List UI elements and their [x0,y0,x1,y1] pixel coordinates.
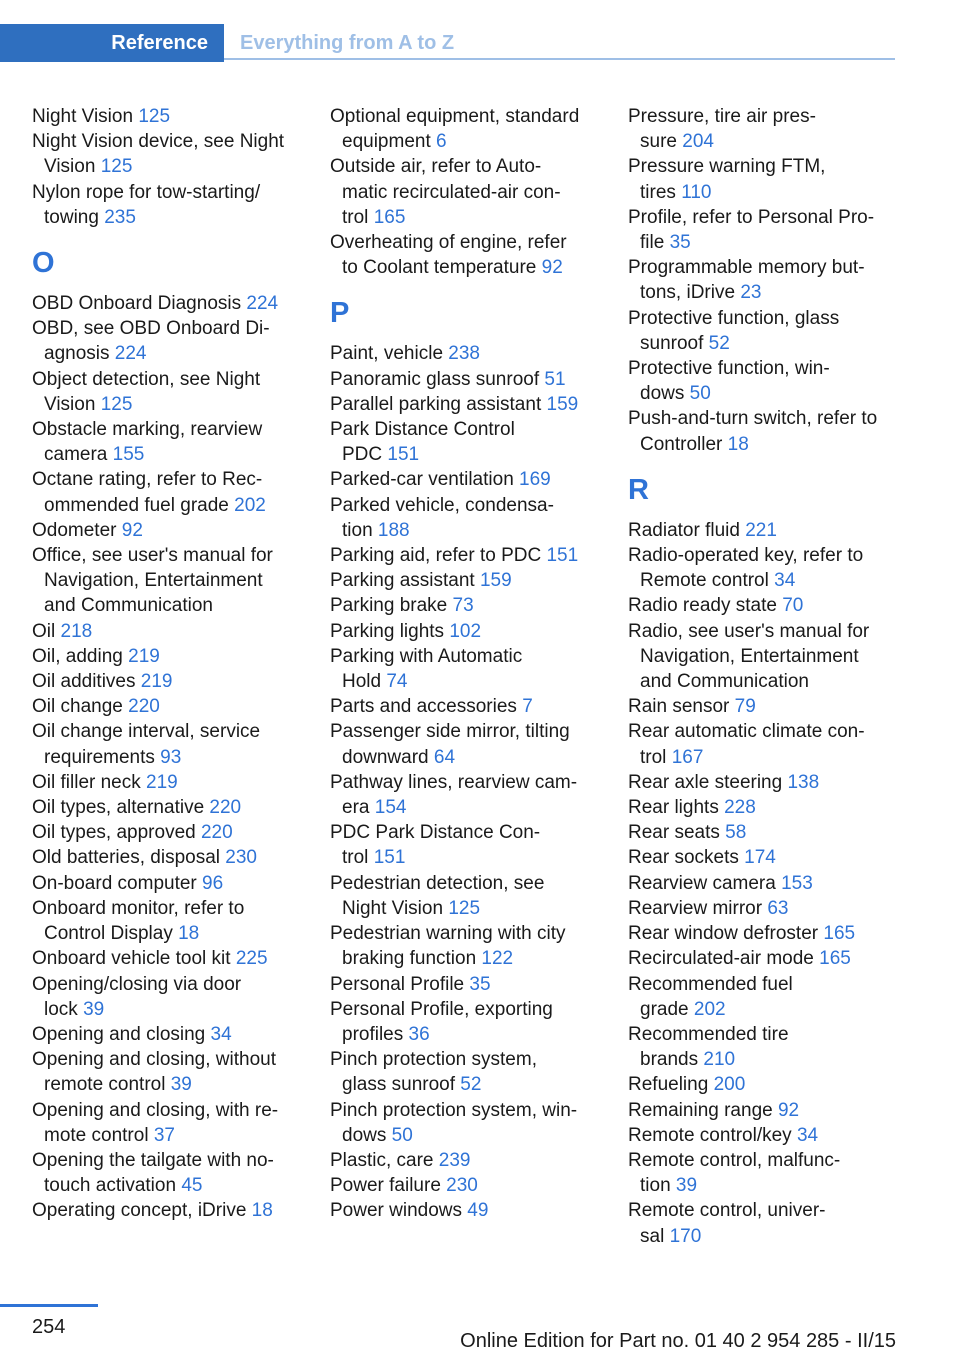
entry-term: Recirculated-air mode [628,948,820,970]
entry-term: Parallel parking assistant [330,393,547,415]
page-link[interactable]: 34 [796,1124,819,1146]
entry-term: Night Vision device, see Night Vision [32,131,285,178]
entry-term: Parked-car ventilation [330,469,520,491]
page-link[interactable]: 151 [546,545,579,567]
page-link[interactable]: 202 [693,998,726,1020]
page-header [0,0,960,64]
entry-term: Opening and closing, without remote control [32,1049,276,1096]
page-link[interactable]: 188 [377,519,410,541]
index-entry [32,946,302,971]
entry-term: Night Vision [32,106,139,127]
page-link[interactable]: 92 [121,519,143,541]
index-entry [32,1148,302,1198]
index-entry [330,493,600,543]
page-link[interactable]: 110 [681,181,712,203]
entry-term: Rear seats [628,822,726,844]
index-entry [32,770,302,795]
entry-term: Operating concept, iDrive [32,1200,252,1222]
page-link[interactable]: 50 [689,383,711,405]
page-link[interactable]: 159 [479,570,512,592]
entry-term: Oil change interval, service requirements [32,721,261,768]
page-number: 254 [32,1316,66,1338]
entry-term: Odometer [32,519,122,541]
page-link[interactable]: 235 [104,206,136,228]
index-entry [32,1047,302,1097]
entry-term: Outside air, refer to Auto- matic recirculated-air con- trol [330,156,561,228]
entry-term: Opening/closing via door lock [32,973,242,1020]
index-entry [330,104,600,154]
entry-term: Opening the tailgate with no- touch activation [32,1149,274,1197]
footer-rule [0,1304,98,1307]
entry-term: Oil [32,620,61,642]
page-link[interactable]: 58 [725,822,747,844]
page-link[interactable]: 96 [202,872,224,894]
page-link[interactable]: 39 [83,998,105,1020]
entry-term: Rearview camera [628,872,782,894]
entry-term: OBD Onboard Diagnosis [32,293,247,315]
entry-term: Plastic, care [330,1149,439,1171]
index-entry [32,104,302,129]
index-entry [330,719,600,769]
index-entry [32,367,302,417]
section-tab[interactable]: Reference [0,24,224,62]
page-link[interactable]: 151 [387,444,420,466]
entry-term: Rear sockets [628,847,745,869]
page-link[interactable]: 230 [446,1175,478,1197]
entry-term: Octane rating, refer to Rec- ommended fuel grade [32,469,263,516]
page-link[interactable]: 219 [140,671,173,693]
index-entry [330,972,600,997]
entry-term: Opening and closing, with re- mote control [32,1099,279,1146]
page-link[interactable]: 18 [178,923,200,945]
page-link[interactable]: 125 [138,106,171,127]
page-link[interactable]: 52 [708,332,730,354]
page-link[interactable]: 170 [669,1225,702,1247]
index-entry [628,205,903,255]
page-link[interactable]: 7 [522,696,533,718]
entry-term: Programmable memory but- tons, iDrive [628,257,865,304]
entry-term: Object detection, see Night Vision [32,368,261,415]
index-entry [628,543,903,593]
page-link[interactable]: 73 [452,595,474,617]
entry-term: Parking with Automatic Hold [330,645,523,693]
index-entry [32,669,302,694]
page-link[interactable]: 64 [433,746,456,768]
index-entry [628,406,903,456]
page-link[interactable]: 167 [671,746,704,768]
page-link[interactable]: 200 [713,1074,746,1096]
index-entry [628,1072,903,1097]
page-link[interactable]: 79 [734,696,756,718]
entry-term: Oil filler neck [32,771,147,793]
index-entry [32,820,302,845]
page-link[interactable]: 224 [114,343,147,365]
entry-term: On-board computer [32,872,203,894]
index-entry [628,593,903,618]
page-link[interactable]: 18 [251,1200,273,1222]
index-entry [330,644,600,694]
entry-term: Remaining range [628,1099,778,1121]
index-entry [628,356,903,406]
index-entry [628,1022,903,1072]
page-link[interactable]: 228 [724,797,756,819]
page-link[interactable]: 39 [675,1175,698,1197]
entry-term: Rear lights [628,797,725,819]
section-letter: P [330,297,350,330]
page-link[interactable]: 151 [373,847,406,869]
entry-term: PDC Park Distance Con- trol [330,822,541,869]
page-link[interactable]: 159 [546,393,579,415]
index-entry [32,129,302,179]
entry-term: Remote control, univer- sal [628,1200,826,1247]
index-entry [330,392,600,417]
entry-term: Park Distance Control PDC [330,419,515,466]
index-entry [628,619,903,695]
entry-term: Recommended fuel grade [628,973,793,1020]
index-entry [330,1198,600,1223]
index-entry [330,619,600,644]
index-entry [628,694,903,719]
index-entry [628,946,903,971]
page-link[interactable]: 92 [541,257,563,279]
entry-term: Pressure warning FTM, tires [628,156,826,203]
entry-term: Nylon rope for tow-starting/ towing [32,181,261,228]
edition-note: Online Edition for Part no. 01 40 2 954 285 - II/15 [460,1330,896,1352]
index-entry [628,871,903,896]
page-link[interactable]: 165 [373,206,406,228]
page-link[interactable]: 35 [669,232,691,254]
entry-term: Parked vehicle, condensa- tion [330,494,554,541]
index-entry [32,795,302,820]
entry-term: Recommended tire brands [628,1023,789,1071]
index-entry [628,518,903,543]
entry-term: Onboard monitor, refer to Control Display [32,897,245,945]
page-link[interactable]: 202 [234,494,266,516]
index-entry [628,104,903,154]
entry-term: Obstacle marking, rearview camera [32,419,263,466]
index-entry [330,1047,600,1097]
entry-term: Office, see user's manual for Navigation, Entertainment and Communication [32,545,273,617]
page-link[interactable]: 224 [246,293,279,315]
index-entry [32,1022,302,1047]
subsection-title[interactable]: Everything from A to Z [224,24,895,60]
index-entry [32,543,302,619]
index-entry [628,719,903,769]
page-link[interactable]: 155 [112,444,145,466]
index-entry [32,417,302,467]
entry-term: Profile, refer to Personal Pro- file [628,206,875,254]
entry-term: Panoramic glass sunroof [330,368,545,390]
entry-term: Protective function, win- dows [628,358,830,405]
entry-term: Parking brake [330,595,453,617]
entry-term: Rear automatic climate con- trol [628,721,865,768]
index-column-1 [32,104,302,1224]
index-entry [32,972,302,1022]
entry-term: Rear window defroster [628,923,824,945]
entry-term: Radio, see user's manual for Navigation, Entertainment and Communication [628,620,870,693]
page-link[interactable]: 169 [519,469,551,491]
entry-term: Optional equipment, standard equipment [330,106,580,153]
index-entry [628,154,903,204]
page-link[interactable]: 45 [181,1175,203,1197]
index-entry [330,230,600,280]
page-link[interactable]: 210 [703,1049,736,1071]
entry-term: Paint, vehicle [330,343,449,365]
index-entry [32,1198,302,1223]
entry-term: Pinch protection system, glass sunroof [330,1049,537,1096]
entry-term: Power failure [330,1175,447,1197]
index-entry [628,306,903,356]
page-link[interactable]: 138 [787,771,820,793]
page-link[interactable]: 239 [438,1149,471,1171]
page-link[interactable]: 92 [777,1099,800,1121]
index-entry [628,896,903,921]
index-entry [330,921,600,971]
entry-term: Oil additives [32,671,141,693]
page-link[interactable]: 23 [740,282,762,304]
index-entry [330,694,600,719]
index-entry [330,997,600,1047]
page-link[interactable]: 220 [200,822,233,844]
entry-term: Radiator fluid [628,519,746,541]
page-link[interactable]: 63 [767,897,789,919]
index-column-2 [330,104,600,1224]
page-link[interactable]: 154 [374,797,407,819]
page-link[interactable]: 218 [60,620,93,642]
index-entry [32,518,302,543]
entry-term: Opening and closing [32,1023,211,1045]
index-entry [32,316,302,366]
page-link[interactable]: 34 [210,1023,232,1045]
page-link[interactable]: 18 [727,433,749,455]
entry-term: Rear axle steering [628,771,788,793]
page-link[interactable]: 74 [386,671,408,693]
index-column-3 [628,104,903,1249]
index-entry [330,568,600,593]
index-entry [330,871,600,921]
index-entry [330,467,600,492]
index-entry [330,154,600,230]
entry-term: Remote control/key [628,1124,797,1146]
page-link[interactable]: 219 [146,771,178,793]
entry-term: Overheating of engine, refer to Coolant temperature [330,232,567,279]
entry-term: Personal Profile [330,973,470,995]
index-entry [330,341,600,366]
page-link[interactable]: 93 [160,746,182,768]
entry-term: Parking lights [330,620,450,642]
page-link[interactable]: 50 [391,1124,413,1146]
page-link[interactable]: 238 [448,343,480,365]
entry-term: Pedestrian detection, see Night Vision [330,872,545,919]
entry-term: Oil change [32,696,129,718]
entry-term: Onboard vehicle tool kit [32,948,236,970]
entry-term: Rearview mirror [628,897,768,919]
entry-term: Oil, adding [32,645,129,667]
entry-term: Oil types, approved [32,822,201,844]
index-entry [32,845,302,870]
index-entry [32,694,302,719]
index-entry [330,593,600,618]
page-link[interactable]: 51 [544,368,566,390]
entry-term: Oil types, alternative [32,797,210,819]
page-link[interactable]: 125 [100,393,133,415]
entry-term: Pedestrian warning with city braking function [330,923,566,970]
index-entry [628,770,903,795]
page-link[interactable]: 125 [448,897,481,919]
entry-term: OBD, see OBD Onboard Di- agnosis [32,318,270,365]
index-entry [628,845,903,870]
index-entry [330,770,600,820]
index-entry [330,820,600,870]
entry-term: Power windows [330,1200,468,1222]
page-link[interactable]: 102 [449,620,482,642]
index-entry [628,921,903,946]
page-link[interactable]: 220 [209,797,242,819]
index-entry [32,291,302,316]
entry-term: Parking aid, refer to PDC [330,545,547,567]
page-link[interactable]: 34 [774,570,796,592]
page-link[interactable]: 37 [153,1124,175,1146]
entry-term: Parking assistant [330,570,480,592]
page-link[interactable]: 165 [823,923,856,945]
section-letter: O [32,247,55,280]
index-entry [628,820,903,845]
entry-term: Pressure, tire air pres- sure [628,106,816,153]
page-link[interactable]: 221 [745,519,777,541]
index-entry [32,644,302,669]
index-entry [32,719,302,769]
index-entry [32,1098,302,1148]
entry-term: Push-and-turn switch, refer to Controller [628,408,878,455]
entry-term: Remote control, malfunc- tion [628,1149,841,1197]
page-link[interactable]: 165 [819,948,851,970]
index-entry [628,1198,903,1248]
page-link[interactable]: 35 [469,973,491,995]
entry-term: Old batteries, disposal [32,847,226,869]
index-entry [32,871,302,896]
entry-term: Radio-operated key, refer to Remote control [628,545,864,592]
entry-term: Refueling [628,1074,714,1096]
page-link[interactable]: 52 [460,1074,482,1096]
entry-term: Parts and accessories [330,696,523,718]
index-entry [628,795,903,820]
index-entry [32,619,302,644]
page-link[interactable]: 153 [781,872,813,894]
entry-term: Passenger side mirror, tilting downward [330,721,570,768]
page-link[interactable]: 70 [782,595,804,617]
page-link[interactable]: 122 [481,948,514,970]
index-entry [32,180,302,230]
entry-term: Rain sensor [628,696,735,718]
index-entry [32,896,302,946]
index-entry [628,972,903,1022]
page-link[interactable]: 49 [467,1200,489,1222]
index-entry [628,255,903,305]
index-entry [32,467,302,517]
page-link[interactable]: 125 [100,156,133,178]
index-entry [330,543,600,568]
entry-term: Radio ready state [628,595,783,617]
page-link[interactable]: 204 [682,131,714,153]
page-link[interactable]: 225 [235,948,268,970]
entry-term: Pinch protection system, win- dows [330,1099,578,1146]
page-link[interactable]: 230 [225,847,257,869]
page-link[interactable]: 6 [436,131,447,153]
page-link[interactable]: 39 [170,1074,192,1096]
page-link[interactable]: 174 [744,847,776,869]
index-entry [628,1098,903,1123]
section-letter: R [628,473,649,506]
entry-term: Personal Profile, exporting profiles [330,998,553,1045]
index-entry [330,1098,600,1148]
entry-term: Pathway lines, rearview cam- era [330,771,578,819]
index-entry [330,1173,600,1198]
index-entry [628,1123,903,1148]
index-entry [330,1148,600,1173]
index-entry [628,1148,903,1198]
entry-term: Protective function, glass sunroof [628,307,840,354]
index-entry [330,367,600,392]
page-link[interactable]: 219 [128,645,160,667]
index-entry [330,417,600,467]
page-link[interactable]: 220 [128,696,160,718]
page-link[interactable]: 36 [408,1023,430,1045]
